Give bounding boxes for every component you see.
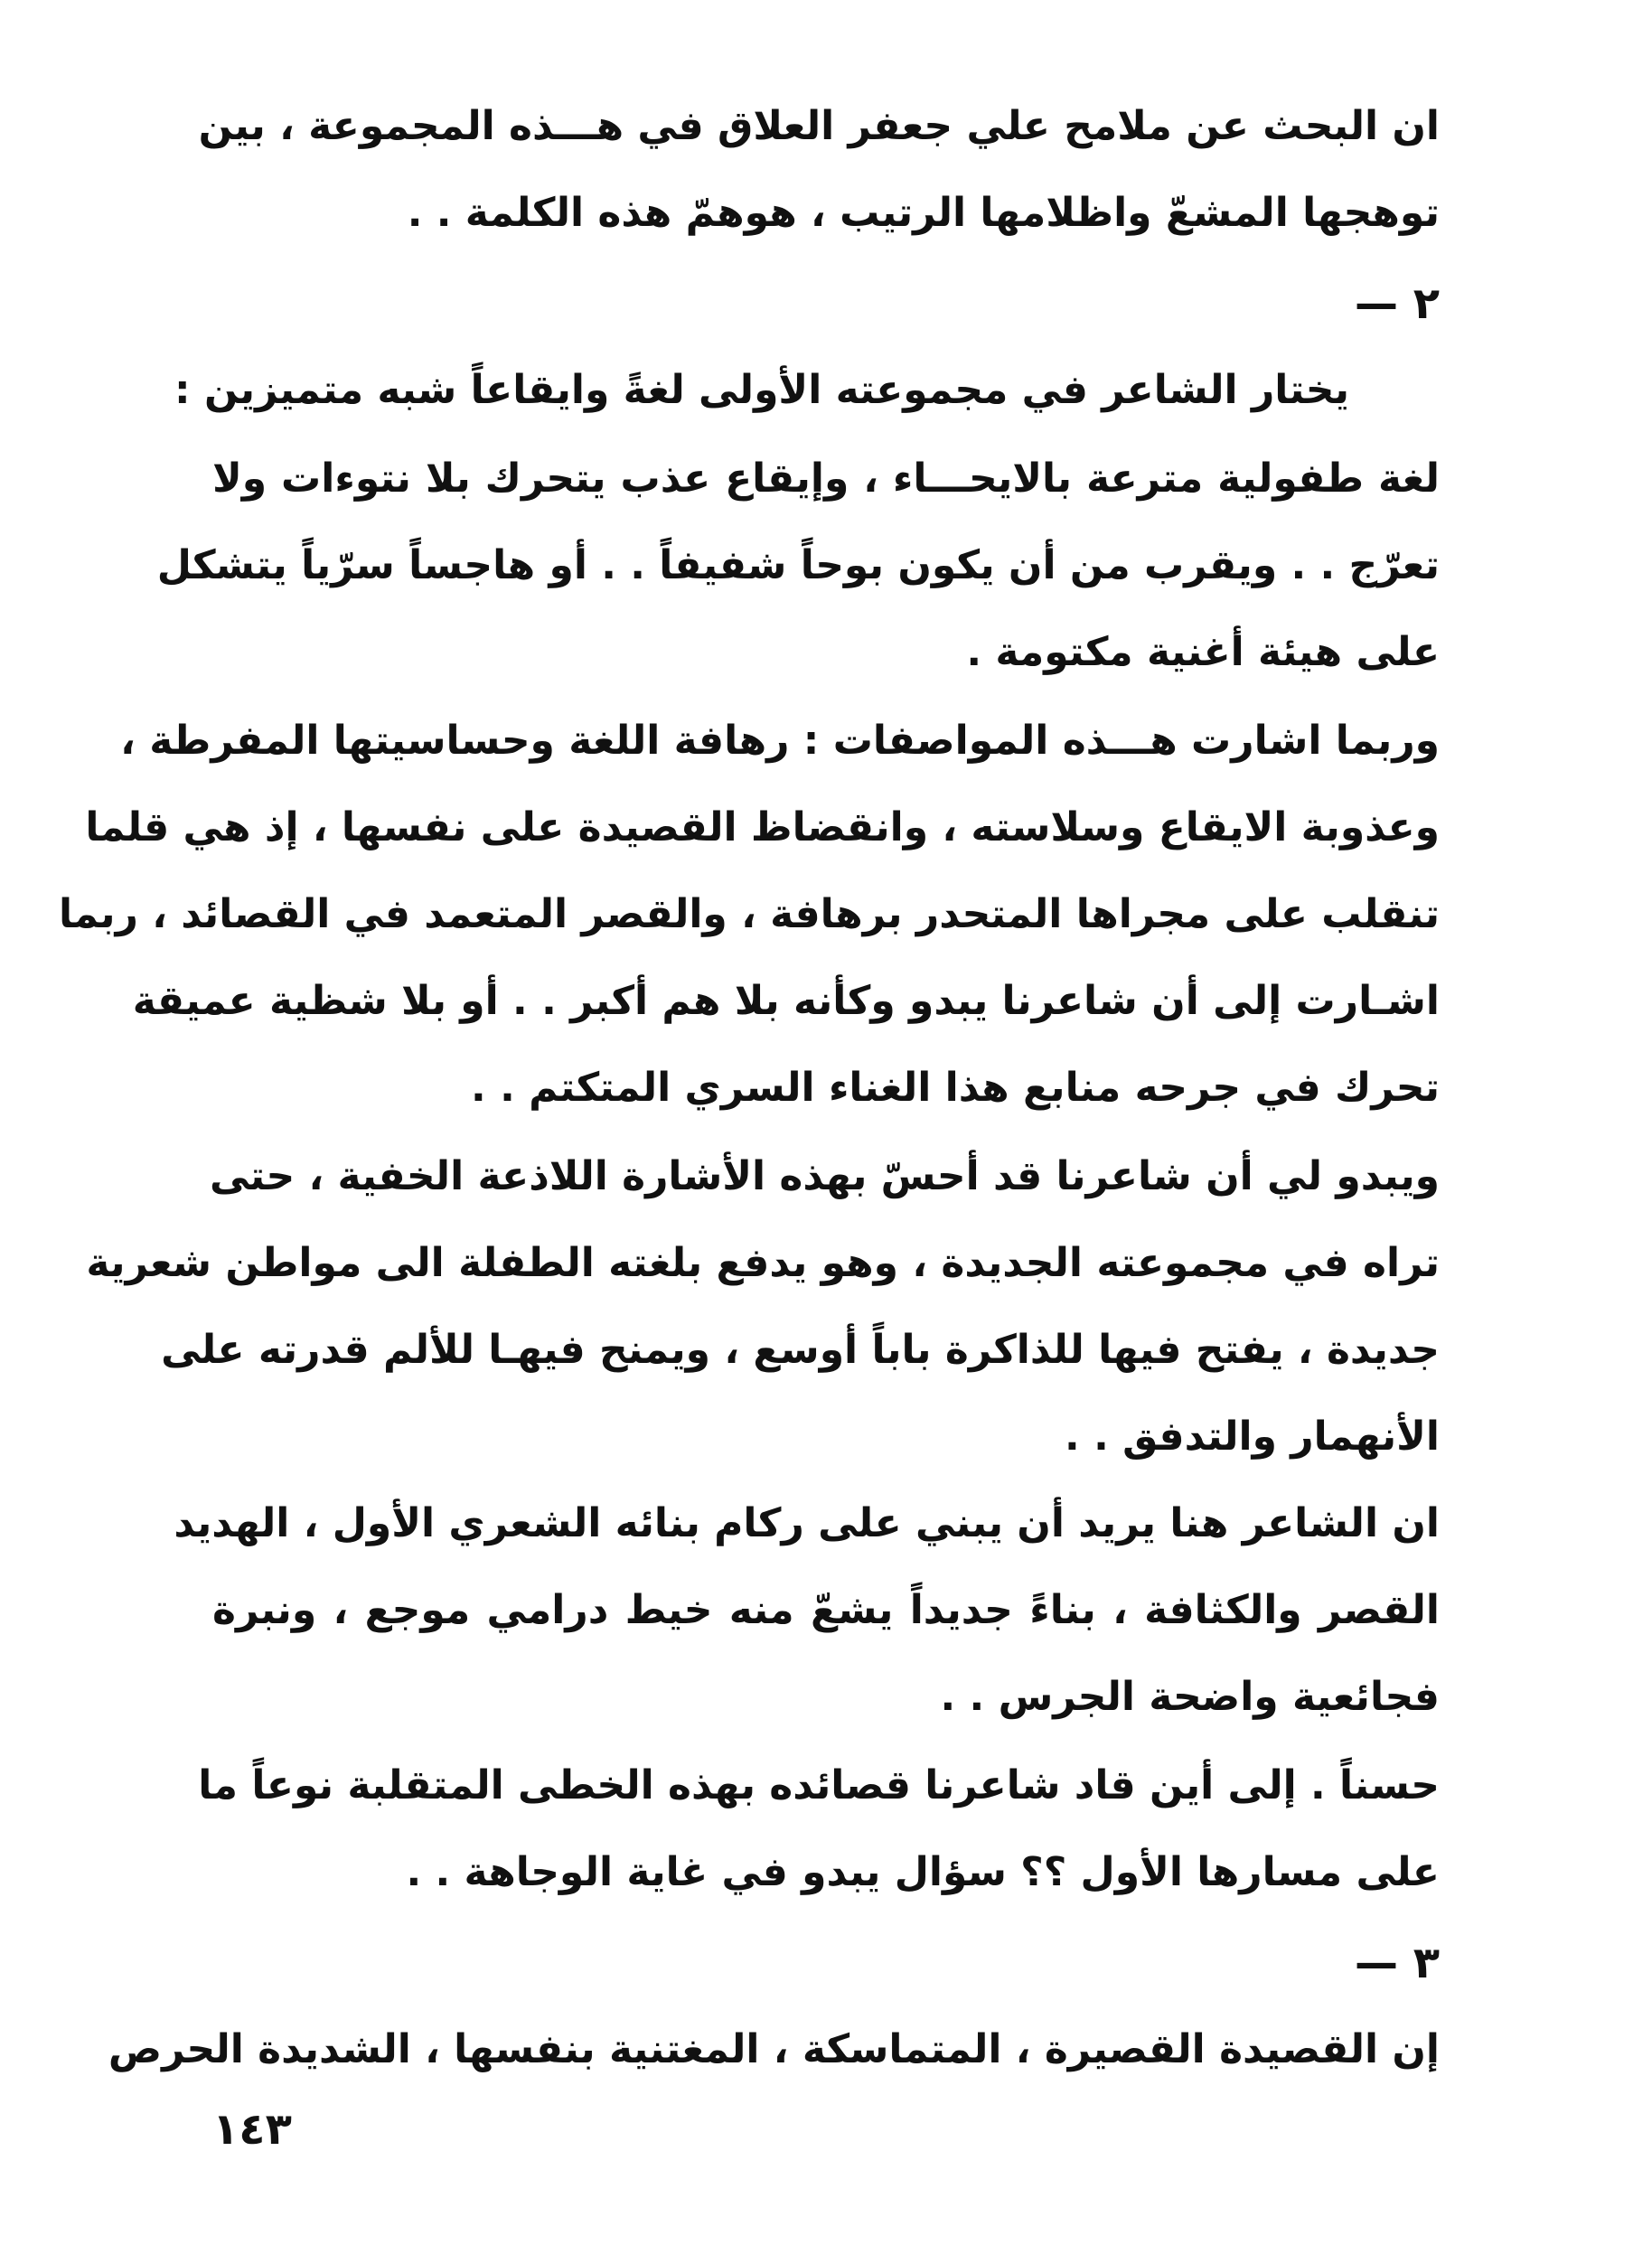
text-line: حسناً . إلى أين قاد شاعرنا قصائده بهذه الخطى المتقلبة نوعاً ما [198, 1762, 1440, 1808]
text-line: جديدة ، يفتح فيها للذاكرة باباً أوسع ، ويمنح فيهـا للألم قدرته على [161, 1327, 1440, 1373]
text-line: وربما اشارت هـــذه المواصفات : رهافة اللغة وحساسيتها المفرطة ، [120, 718, 1440, 764]
text-line: تحرك في جرحه منابع هذا الغناء السري المتكتم . . [471, 1065, 1440, 1111]
text-line: على مسارها الأول ؟؟ سؤال يبدو في غاية الوجاهة . . [406, 1849, 1440, 1895]
text-line: تراه في مجموعته الجديدة ، وهو يدفع بلغته الطفلة الى مواطن شعرية [86, 1240, 1440, 1286]
page-number: ١٤٣ [212, 2104, 292, 2155]
text-line: على هيئة أغنية مكتومة . [966, 629, 1440, 675]
text-line: الأنهمار والتدفق . . [1065, 1414, 1440, 1460]
text-line: ان البحث عن ملامح علي جعفر العلاق في هـــذه المجموعة ، بين [198, 103, 1440, 149]
text-line: لغة طفولية مترعة بالايحـــاء ، وإيقاع عذب يتحرك بلا نتوءات ولا [212, 456, 1440, 502]
text-line: ان الشاعر هنا يريد أن يبني على ركام بنائه الشعري الأول ، الهديد [174, 1500, 1440, 1546]
text-line: توهجها المشعّ واظلامها الرتيب ، هوهمّ هذه الكلمة . . [407, 190, 1440, 236]
section-marker: ٢ — [1354, 278, 1440, 329]
text-line: يختار الشاعر في مجموعته الأولى لغةً وايقاعاً شبه متميزين : [174, 367, 1349, 413]
text-line: القصر والكثافة ، بناءً جديداً يشعّ منه خيط درامي موجع ، ونبرة [212, 1587, 1440, 1633]
text-line: تنقلب على مجراها المتحدر برهافة ، والقصر المتعمد في القصائد ، ربما [59, 891, 1440, 937]
text-line: فجائعية واضحة الجرس . . [940, 1674, 1440, 1720]
section-marker: ٣ — [1354, 1938, 1440, 1988]
text-line: تعرّج . . ويقرب من أن يكون بوحاً شفيفاً . . أو هاجساً سرّياً يتشكل [156, 542, 1440, 588]
text-line: ويبدو لي أن شاعرنا قد أحسّ بهذه الأشارة اللاذعة الخفية ، حتى [209, 1153, 1440, 1199]
text-line: إن القصيدة القصيرة ، المتماسكة ، المغتنية بنفسها ، الشديدة الحرص [108, 2026, 1440, 2072]
text-line: وعذوبة الايقاع وسلاسته ، وانقضاظ القصيدة على نفسها ، إذ هي قلما [85, 804, 1440, 850]
text-line: اشـارت إلى أن شاعرنا يبدو وكأنه بلا هم أكبر . . أو بلا شظية عميقة [132, 978, 1440, 1024]
